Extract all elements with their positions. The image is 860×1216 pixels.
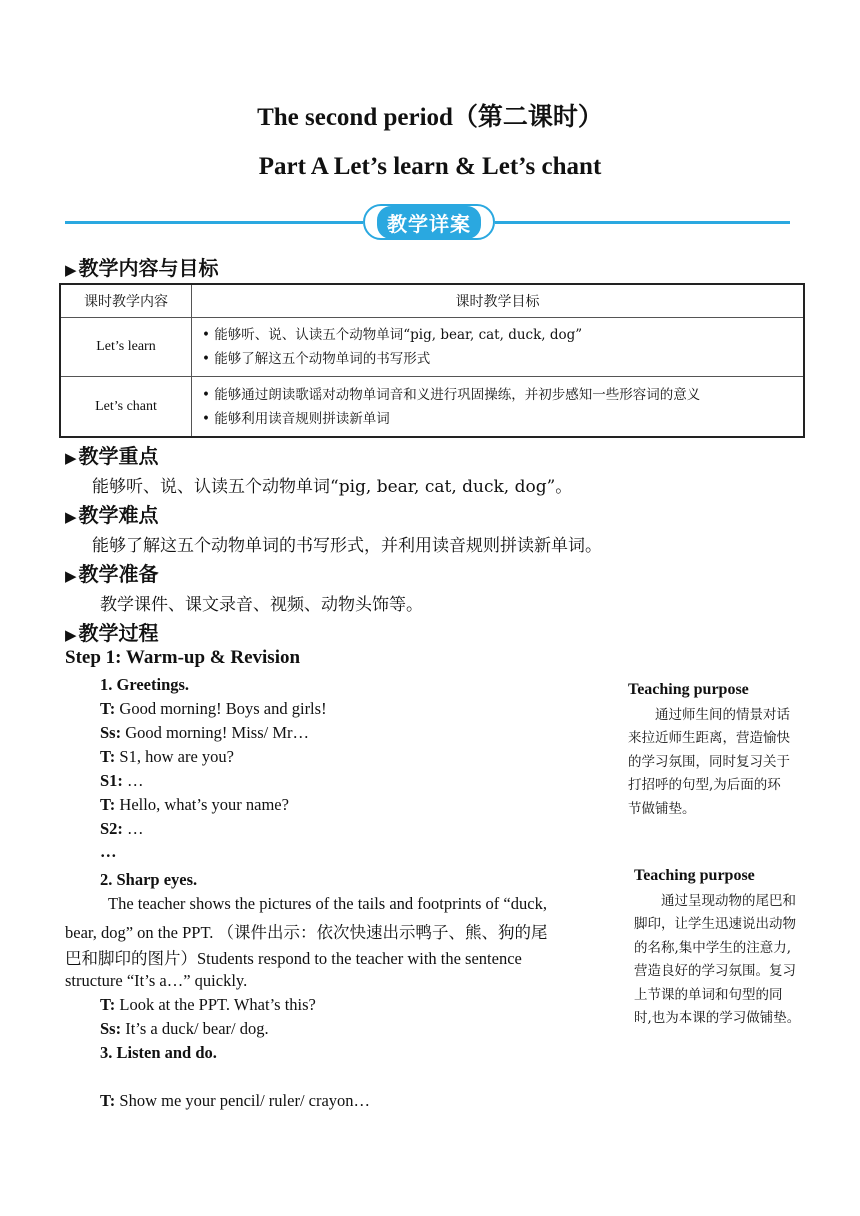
activity-description: 巴和脚印的图片）Students respond to the teacher with the sentence <box>65 949 522 968</box>
dialogue-line: T: Look at the PPT. What’s this? <box>100 995 316 1014</box>
table-row <box>60 377 804 438</box>
triangle-bullet-icon: ▶ <box>65 567 77 585</box>
teaching-purpose-note <box>634 864 824 1031</box>
goal-item: • 能够通过朗读歌谣对动物单词音和义进行巩固操练，并初步感知一些形容词的意义 <box>202 386 701 403</box>
dialogue-line: … <box>100 842 117 861</box>
triangle-bullet-icon: ▶ <box>65 449 77 467</box>
purpose-heading: Teaching purpose <box>634 867 755 884</box>
key-points-text: 能够听、说、认读五个动物单词“pig, bear, cat, duck, dog”。 <box>92 477 573 497</box>
objectives-table <box>59 283 805 438</box>
ribbon-badge <box>363 204 495 240</box>
dialogue-line: T: Hello, what’s your name? <box>100 795 289 814</box>
table-cell-content: Let’s learn <box>60 318 192 377</box>
purpose-line: 上节课的单词和句型的同 <box>634 986 783 1003</box>
purpose-line: 通过呈现动物的尾巴和 <box>661 892 796 909</box>
section-ribbon <box>65 204 790 240</box>
triangle-bullet-icon: ▶ <box>65 508 77 526</box>
table-cell-goals <box>192 377 805 438</box>
table-header: 课时教学目标 <box>192 284 805 318</box>
dialogue-line: Ss: It’s a duck/ bear/ dog. <box>100 1019 269 1038</box>
table-cell-content: Let’s chant <box>60 377 192 438</box>
dialogue-line: T: S1, how are you? <box>100 747 234 766</box>
dialogue-line: S2: … <box>100 819 144 838</box>
difficulties-text: 能够了解这五个动物单词的书写形式，并利用读音规则拼读新单词。 <box>92 536 602 556</box>
activity-description: bear, dog” on the PPT. （课件出示：依次快速出示鸭子、熊、狗的尾 <box>65 923 548 942</box>
purpose-heading: Teaching purpose <box>628 681 749 698</box>
section-heading-preparation: ▶ 教学准备 <box>65 562 159 586</box>
purpose-line: 脚印，让学生迅速说出动物 <box>634 916 796 932</box>
triangle-bullet-icon: ▶ <box>65 626 77 644</box>
activity-description: The teacher shows the pictures of the tails and footprints of “duck, <box>108 894 547 913</box>
purpose-line: 通过师生间的情景对话 <box>655 706 790 723</box>
step-heading: Step 1: Warm-up & Revision <box>65 647 301 668</box>
table-row <box>60 318 804 377</box>
preparation-text: 教学课件、课文录音、视频、动物头饰等。 <box>100 595 423 615</box>
purpose-line: 营造良好的学习氛围。复习 <box>634 963 796 979</box>
teaching-purpose-note <box>628 678 818 821</box>
activity-description: structure “It’s a…” quickly. <box>65 971 248 990</box>
purpose-line: 节做铺垫。 <box>628 800 696 817</box>
dialogue-line: S1: … <box>100 771 144 790</box>
purpose-line: 的学习氛围，同时复习关于 <box>628 753 790 770</box>
activity-heading: 3. Listen and do. <box>100 1043 217 1062</box>
dialogue-line: T: Good morning! Boys and girls! <box>100 699 327 718</box>
section-heading-process: ▶ 教学过程 <box>65 621 159 645</box>
table-cell-goals <box>192 318 805 377</box>
section-heading-content-goals: ▶ 教学内容与目标 <box>65 256 219 280</box>
purpose-line: 来拉近师生距离，营造愉快 <box>628 730 790 746</box>
activity-heading: 1. Greetings. <box>100 675 190 694</box>
dialogue-line: Ss: Good morning! Miss/ Mr… <box>100 723 310 742</box>
section-heading-difficulties: ▶ 教学难点 <box>65 503 159 527</box>
purpose-line: 时,也为本课的学习做铺垫。 <box>634 1010 801 1026</box>
page-subtitle: Part A Let’s learn & Let’s chant <box>258 153 602 180</box>
goal-item: • 能够了解这五个动物单词的书写形式 <box>202 351 431 367</box>
goal-item: • 能够利用读音规则拼读新单词 <box>202 410 390 427</box>
table-header: 课时教学内容 <box>60 284 192 318</box>
purpose-line: 打招呼的句型,为后面的环 <box>628 777 781 793</box>
goal-item: • 能够听、说、认读五个动物单词“pig, bear, cat, duck, dog” <box>202 327 583 343</box>
ribbon-line-right <box>495 221 790 224</box>
page-title: The second period（第二课时） <box>257 104 603 131</box>
ribbon-label: 教学详案 <box>377 206 481 239</box>
dialogue-line: T: Show me your pencil/ ruler/ crayon… <box>100 1091 371 1110</box>
section-heading-key-points: ▶ 教学重点 <box>65 444 159 468</box>
purpose-line: 的名称,集中学生的注意力, <box>634 939 792 956</box>
ribbon-line-left <box>65 221 363 224</box>
triangle-bullet-icon: ▶ <box>65 261 77 279</box>
activity-heading: 2. Sharp eyes. <box>100 870 198 889</box>
